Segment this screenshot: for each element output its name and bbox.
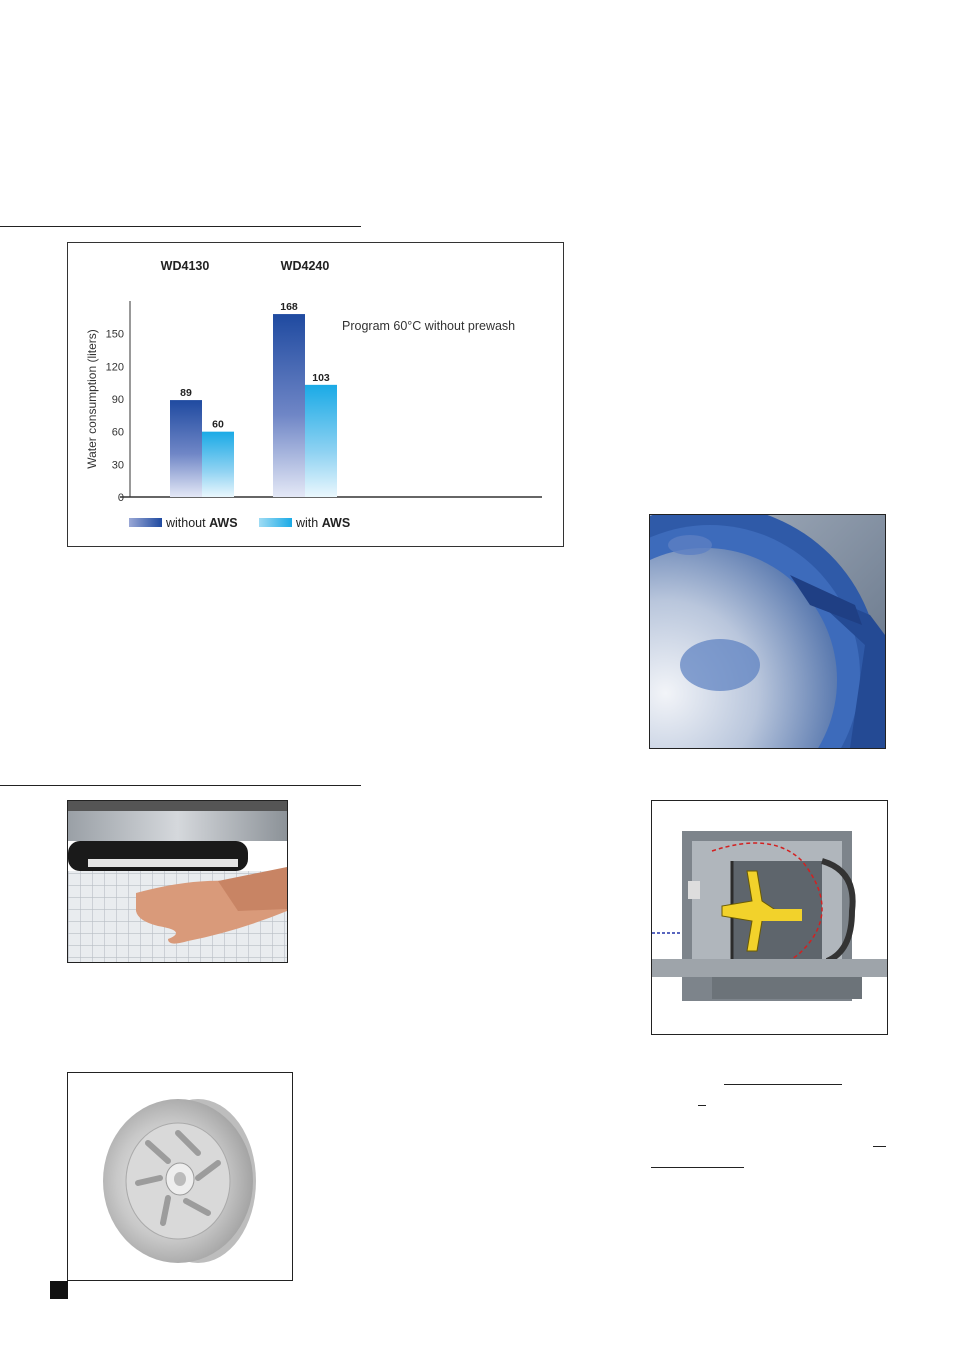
underline-fragment-1 bbox=[724, 1084, 842, 1085]
bar-wd4240-with-aws bbox=[305, 385, 337, 497]
legend-swatch-with bbox=[259, 518, 292, 527]
y-tick-label-0: 0 bbox=[117, 492, 124, 504]
data-label-wd4240-without-aws: 168 bbox=[280, 301, 298, 314]
underline-fragment-3 bbox=[873, 1146, 886, 1147]
machine-cutaway-diagram bbox=[651, 800, 888, 1035]
page-marker-square bbox=[50, 1281, 68, 1299]
y-tick-group bbox=[106, 329, 124, 504]
legend-label-with: with AWS bbox=[296, 516, 351, 530]
bar-wd4130-with-aws bbox=[202, 432, 234, 497]
chart-canvas bbox=[68, 243, 565, 548]
filter-hand-photo bbox=[67, 800, 288, 963]
y-tick-label-90: 90 bbox=[111, 394, 124, 406]
y-tick-label-30: 30 bbox=[111, 459, 124, 472]
underline-fragment-4 bbox=[651, 1167, 744, 1168]
y-tick-label-120: 120 bbox=[105, 361, 124, 374]
section-rule-top bbox=[0, 226, 361, 227]
y-tick-label-150: 150 bbox=[105, 328, 124, 341]
underline-fragment-2 bbox=[698, 1105, 706, 1106]
door-photo bbox=[649, 514, 886, 749]
legend-swatch-without bbox=[129, 518, 162, 527]
bar-group bbox=[170, 301, 337, 497]
y-axis-label: Water consumption (liters) bbox=[85, 329, 99, 469]
data-label-wd4130-without-aws: 89 bbox=[180, 387, 192, 400]
bar-wd4240-without-aws bbox=[273, 314, 305, 497]
category-label-wd4130: WD4130 bbox=[160, 259, 210, 273]
water-consumption-chart bbox=[67, 242, 564, 547]
data-label-wd4240-with-aws: 103 bbox=[312, 371, 330, 384]
data-label-wd4130-with-aws: 60 bbox=[212, 418, 224, 431]
bar-wd4130-without-aws bbox=[170, 400, 202, 497]
section-rule-middle bbox=[0, 785, 361, 786]
y-tick-label-60: 60 bbox=[111, 426, 124, 439]
chart-annotation: Program 60°C without prewash bbox=[342, 319, 516, 333]
legend-label-without: without AWS bbox=[166, 516, 238, 530]
impeller-image bbox=[67, 1072, 293, 1281]
category-label-wd4240: WD4240 bbox=[280, 259, 330, 273]
